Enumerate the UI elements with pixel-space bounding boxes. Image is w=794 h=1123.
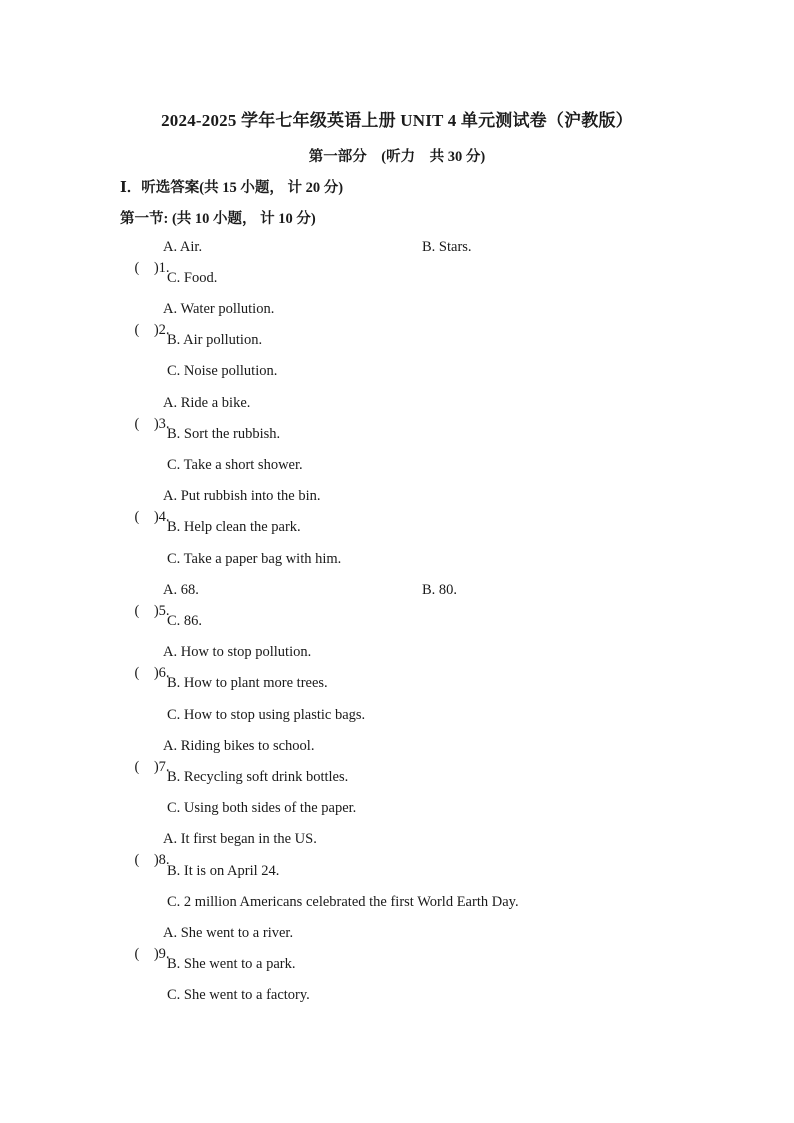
question-number: )9. (153, 946, 170, 962)
option-a: A. Ride a bike. (163, 395, 251, 411)
subsection-heading: 第一节: (共 10 小题， 计 10 分) (120, 211, 316, 227)
option-b: B. Help clean the park. (167, 519, 301, 535)
option-a: A. Water pollution. (163, 301, 275, 317)
option-a: A. It first began in the US. (163, 831, 317, 847)
answer-blank[interactable]: ( (134, 322, 154, 338)
option-b: B. She went to a park. (167, 956, 296, 972)
option-a: A. Air. (163, 239, 203, 255)
option-b: B. Stars. (422, 239, 472, 255)
question-number: )5. (153, 603, 170, 619)
option-b: B. How to plant more trees. (167, 675, 328, 691)
answer-blank[interactable]: ( (134, 665, 154, 681)
option-b: B. Air pollution. (167, 332, 263, 348)
option-b: B. 80. (422, 582, 458, 598)
question-number: )3. (153, 416, 170, 432)
answer-blank[interactable]: ( (134, 416, 154, 432)
answer-blank[interactable]: ( (134, 509, 154, 525)
answer-blank[interactable]: ( (134, 946, 154, 962)
option-c: C. Using both sides of the paper. (167, 800, 357, 816)
question-number: )8. (153, 852, 170, 868)
section-heading: Ⅰ．听选答案(共 15 小题， 计 20 分) (120, 180, 344, 196)
answer-blank[interactable]: ( (134, 260, 154, 276)
option-a: A. Put rubbish into the bin. (163, 488, 321, 504)
question-number: )7. (153, 759, 170, 775)
question-number: )2. (153, 322, 170, 338)
page-title: 2024-2025 学年七年级英语上册 UNIT 4 单元测试卷（沪教版） (161, 111, 633, 130)
answer-blank[interactable]: ( (134, 759, 154, 775)
option-c: C. Take a paper bag with him. (167, 551, 342, 567)
answer-blank[interactable]: ( (134, 603, 154, 619)
option-b: B. It is on April 24. (167, 863, 280, 879)
part-heading: 第一部分 (听力 共 30 分) (308, 149, 486, 165)
option-c: C. 2 million Americans celebrated the first World Earth Day. (167, 894, 519, 910)
option-b: B. Sort the rubbish. (167, 426, 281, 442)
option-c: C. Food. (167, 270, 218, 286)
question-number: )1. (153, 260, 170, 276)
option-a: A. 68. (163, 582, 199, 598)
option-b: B. Recycling soft drink bottles. (167, 769, 349, 785)
option-c: C. She went to a factory. (167, 987, 310, 1003)
question-number: )6. (153, 665, 170, 681)
question-number: )4. (153, 509, 170, 525)
option-c: C. 86. (167, 613, 203, 629)
option-c: C. How to stop using plastic bags. (167, 707, 366, 723)
option-a: A. She went to a river. (163, 925, 294, 941)
answer-blank[interactable]: ( (134, 852, 154, 868)
option-c: C. Noise pollution. (167, 363, 278, 379)
option-c: C. Take a short shower. (167, 457, 303, 473)
option-a: A. How to stop pollution. (163, 644, 312, 660)
option-a: A. Riding bikes to school. (163, 738, 315, 754)
